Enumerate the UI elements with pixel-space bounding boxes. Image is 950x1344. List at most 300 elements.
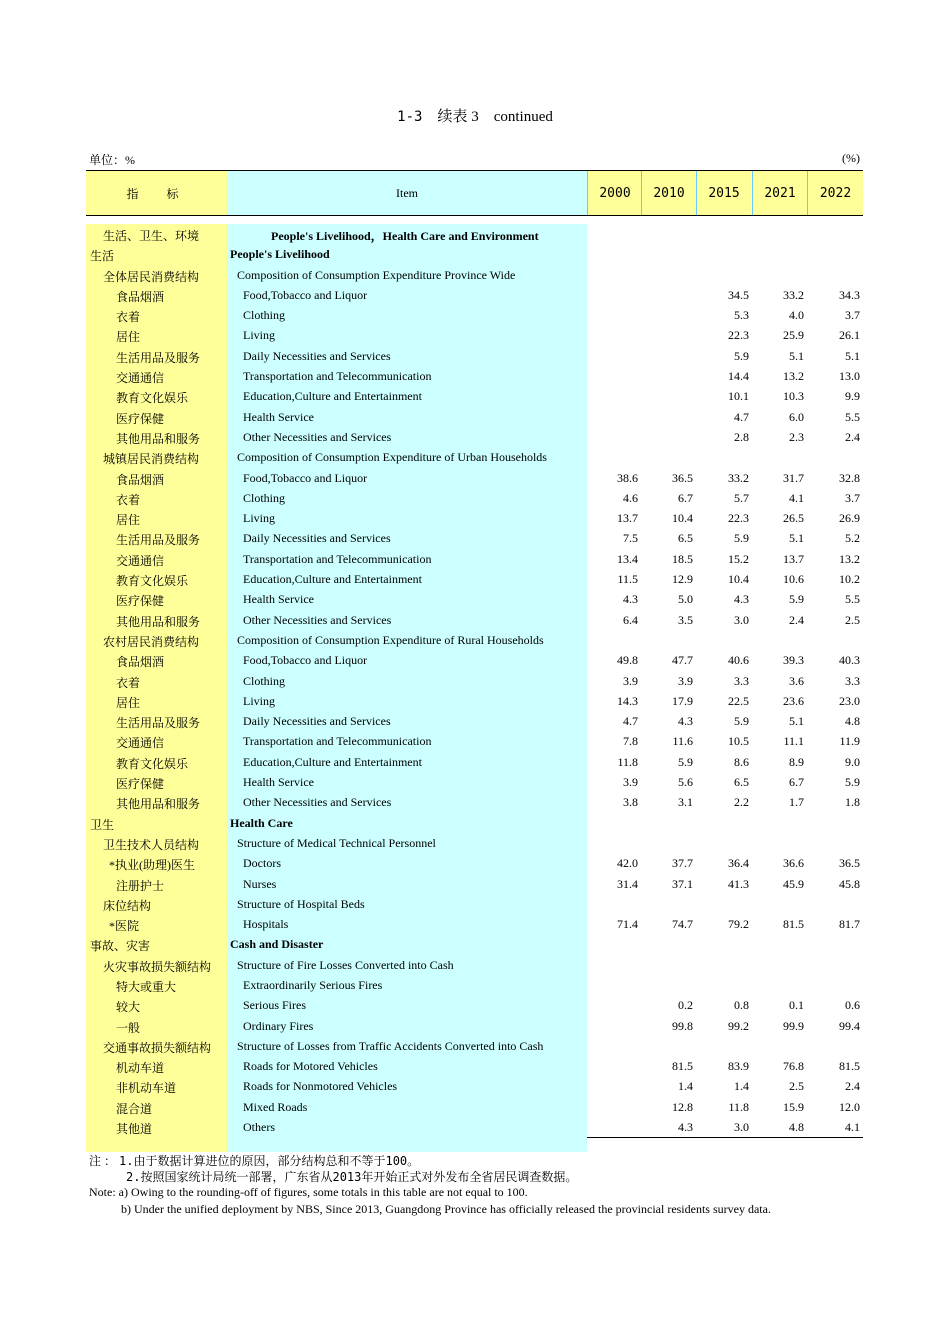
row-label-zh: 混合道 — [116, 1101, 153, 1116]
cell-2010: 6.7 — [678, 490, 693, 505]
row-label-zh: 衣着 — [116, 310, 141, 325]
row-label-en: Serious Fires — [243, 998, 306, 1013]
title-zh: 续表 3 — [437, 109, 479, 125]
row-label-zh: 医疗保健 — [116, 594, 165, 609]
row-label-en: Education,Culture and Entertainment — [243, 389, 422, 404]
cell-2010: 47.7 — [672, 653, 693, 668]
row-label-en: Education,Culture and Entertainment — [243, 754, 422, 769]
row-label-zh: 其他用品和服务 — [116, 797, 201, 812]
cell-2021: 11.1 — [783, 734, 804, 749]
cell-2021: 26.5 — [783, 511, 804, 526]
header-indicator-zh: 指 标 — [86, 171, 227, 215]
note-zh-1-text: 由于数据计算进位的原因，部分结构总和不等于 — [133, 1154, 386, 1168]
row-label-zh: 其他用品和服务 — [116, 614, 201, 629]
cell-2022: 5.9 — [845, 775, 860, 790]
cell-2000: 7.5 — [623, 531, 638, 546]
cell-2015: 5.9 — [734, 531, 749, 546]
row-label-zh: 火灾事故损失额结构 — [103, 959, 212, 974]
row-label-en: Doctors — [243, 856, 281, 871]
unit-label-zh: 单位：% — [89, 153, 135, 167]
unit-label-en: (%) — [842, 151, 860, 165]
row-label-zh: 生活用品及服务 — [116, 716, 201, 731]
header-year-2015: 2015 — [696, 171, 751, 215]
cell-2022: 1.8 — [845, 795, 860, 810]
table-row — [86, 386, 863, 406]
cell-2021: 99.9 — [783, 1018, 804, 1033]
row-label-zh: 其他道 — [116, 1122, 153, 1137]
cell-2010: 18.5 — [672, 551, 693, 566]
cell-2010: 11.6 — [672, 734, 693, 749]
row-label-zh: 全体居民消费结构 — [103, 269, 200, 284]
table-row — [86, 752, 863, 772]
row-label-zh: 居住 — [116, 330, 141, 345]
note-zh-2-year: 2013 — [332, 1170, 362, 1184]
cell-2010: 99.8 — [672, 1018, 693, 1033]
row-label-zh: 生活 — [90, 249, 115, 264]
cell-2015: 2.2 — [734, 795, 749, 810]
cell-2010: 12.8 — [672, 1099, 693, 1114]
row-label-zh: 生活用品及服务 — [116, 350, 201, 365]
cell-2000: 3.9 — [623, 673, 638, 688]
cell-2022: 5.5 — [845, 592, 860, 607]
cell-2015: 22.5 — [728, 693, 749, 708]
table-row — [86, 772, 863, 792]
row-label-zh: 其他用品和服务 — [116, 431, 201, 446]
row-label-zh: 注册护士 — [116, 878, 165, 893]
cell-2022: 32.8 — [839, 470, 860, 485]
cell-2000: 13.7 — [617, 511, 638, 526]
cell-2021: 36.6 — [783, 856, 804, 871]
cell-2015: 10.5 — [728, 734, 749, 749]
cell-2015: 10.1 — [728, 389, 749, 404]
row-label-en: Roads for Motored Vehicles — [243, 1059, 378, 1074]
cell-2022: 2.4 — [845, 1079, 860, 1094]
cell-2000: 38.6 — [617, 470, 638, 485]
table-row — [86, 1076, 863, 1096]
cell-2015: 14.4 — [728, 369, 749, 384]
table-row — [86, 285, 863, 305]
cell-2010: 37.1 — [672, 876, 693, 891]
row-label-en: Roads for Nonmotored Vehicles — [243, 1079, 398, 1094]
cell-2022: 26.1 — [839, 328, 860, 343]
cell-2022: 3.7 — [845, 308, 860, 323]
note-zh-1 — [89, 1152, 419, 1169]
cell-2021: 5.1 — [789, 714, 804, 729]
table-row — [86, 305, 863, 325]
row-label-zh: 非机动车道 — [116, 1081, 177, 1096]
cell-2000: 4.3 — [623, 592, 638, 607]
cell-2021: 25.9 — [783, 328, 804, 343]
cell-2015: 40.6 — [728, 653, 749, 668]
cell-2021: 6.0 — [789, 409, 804, 424]
cell-2021: 10.6 — [783, 572, 804, 587]
cell-2010: 3.5 — [678, 612, 693, 627]
cell-2015: 8.6 — [734, 754, 749, 769]
row-label-en: Extraordinarily Serious Fires — [243, 977, 383, 992]
row-label-en: Structure of Losses from Traffic Accidents Converted into Cash — [237, 1038, 544, 1053]
cell-2022: 13.0 — [839, 369, 860, 384]
row-label-en: Daily Necessities and Services — [243, 714, 391, 729]
cell-2010: 4.3 — [678, 1120, 693, 1135]
row-label-en: Hospitals — [243, 917, 289, 932]
table-row — [86, 610, 863, 630]
cell-2022: 4.1 — [845, 1120, 860, 1135]
cell-2015: 99.2 — [728, 1018, 749, 1033]
table-row — [86, 366, 863, 386]
row-label-zh: 教育文化娱乐 — [116, 391, 189, 406]
table-row — [86, 833, 863, 853]
cell-2021: 6.7 — [789, 775, 804, 790]
cell-2022: 12.0 — [839, 1099, 860, 1114]
cell-2021: 2.5 — [789, 1079, 804, 1094]
table-row — [86, 427, 863, 447]
row-label-zh: 教育文化娱乐 — [116, 756, 189, 771]
row-label-zh: 床位结构 — [103, 898, 152, 913]
cell-2010: 5.9 — [678, 754, 693, 769]
table-title — [0, 105, 950, 126]
cell-2010: 12.9 — [672, 572, 693, 587]
table-row — [86, 224, 863, 244]
table-row — [86, 874, 863, 894]
row-label-en: Education,Culture and Entertainment — [243, 572, 422, 587]
cell-2000: 42.0 — [617, 856, 638, 871]
row-label-zh: 一般 — [116, 1020, 141, 1035]
table-row — [86, 447, 863, 467]
header-year-2021: 2021 — [752, 171, 807, 215]
cell-2021: 31.7 — [783, 470, 804, 485]
cell-2010: 17.9 — [672, 693, 693, 708]
row-label-zh: 居住 — [116, 695, 141, 710]
cell-2022: 4.8 — [845, 714, 860, 729]
cell-2021: 8.9 — [789, 754, 804, 769]
cell-2021: 4.8 — [789, 1120, 804, 1135]
row-label-zh: 食品烟酒 — [116, 655, 165, 670]
cell-2021: 5.1 — [789, 531, 804, 546]
cell-2022: 3.3 — [845, 673, 860, 688]
table-row — [86, 589, 863, 609]
table-row — [86, 407, 863, 427]
cell-2022: 81.5 — [839, 1059, 860, 1074]
cell-2010: 1.4 — [678, 1079, 693, 1094]
row-label-zh: 居住 — [116, 513, 141, 528]
cell-2010: 5.0 — [678, 592, 693, 607]
cell-2010: 36.5 — [672, 470, 693, 485]
table-row — [86, 244, 863, 264]
cell-2022: 99.4 — [839, 1018, 860, 1033]
table-row — [86, 1117, 863, 1137]
cell-2021: 81.5 — [783, 917, 804, 932]
table-row — [86, 914, 863, 934]
row-label-zh: 医疗保健 — [116, 411, 165, 426]
cell-2015: 33.2 — [728, 470, 749, 485]
cell-2010: 3.9 — [678, 673, 693, 688]
table-row — [86, 569, 863, 589]
table-row — [86, 346, 863, 366]
cell-2022: 5.1 — [845, 348, 860, 363]
row-label-zh: 卫生 — [90, 817, 115, 832]
cell-2000: 7.8 — [623, 734, 638, 749]
row-label-zh: 食品烟酒 — [116, 289, 165, 304]
cell-2015: 5.9 — [734, 348, 749, 363]
cell-2021: 15.9 — [783, 1099, 804, 1114]
cell-2022: 13.2 — [839, 551, 860, 566]
cell-2022: 3.7 — [845, 490, 860, 505]
table-row — [86, 853, 863, 873]
cell-2015: 6.5 — [734, 775, 749, 790]
note-en-b: b) Under the unified deployment by NBS, Since 2013, Guangdong Province has officially released the provincial residents survey data. — [121, 1202, 771, 1216]
header-year-2000: 2000 — [587, 171, 642, 215]
cell-2015: 5.7 — [734, 490, 749, 505]
cell-2010: 0.2 — [678, 998, 693, 1013]
row-label-en: Mixed Roads — [243, 1099, 308, 1114]
cell-2022: 5.5 — [845, 409, 860, 424]
row-label-en: People's Livelihood — [230, 247, 330, 262]
cell-2015: 1.4 — [734, 1079, 749, 1094]
row-label-zh: 衣着 — [116, 492, 141, 507]
table-row — [86, 508, 863, 528]
cell-2010: 3.1 — [678, 795, 693, 810]
cell-2021: 5.9 — [789, 592, 804, 607]
cell-2021: 10.3 — [783, 389, 804, 404]
cell-2021: 1.7 — [789, 795, 804, 810]
row-label-en: Clothing — [243, 490, 286, 505]
row-label-zh: 食品烟酒 — [116, 472, 165, 487]
cell-2015: 5.9 — [734, 714, 749, 729]
table-row — [86, 1097, 863, 1117]
cell-2015: 10.4 — [728, 572, 749, 587]
row-label-zh: 生活、卫生、环境 — [103, 229, 200, 243]
cell-2022: 23.0 — [839, 693, 860, 708]
row-label-en: Health Service — [243, 409, 314, 424]
note-zh-2-number: 2. — [126, 1170, 141, 1184]
cell-2021: 4.0 — [789, 308, 804, 323]
table-header — [86, 170, 863, 216]
cell-2021: 2.3 — [789, 429, 804, 444]
cell-2021: 13.7 — [783, 551, 804, 566]
cell-2021: 3.6 — [789, 673, 804, 688]
table-row — [86, 650, 863, 670]
row-label-en: Other Necessities and Services — [243, 612, 392, 627]
note-zh-1-value: 100 — [385, 1154, 408, 1168]
header-year-2010: 2010 — [641, 171, 696, 215]
cell-2022: 36.5 — [839, 856, 860, 871]
cell-2000: 4.6 — [623, 490, 638, 505]
cell-2000: 11.8 — [617, 754, 638, 769]
row-label-en: Composition of Consumption Expenditure Province Wide — [237, 267, 516, 282]
cell-2021: 13.2 — [783, 369, 804, 384]
cell-2022: 26.9 — [839, 511, 860, 526]
note-zh-2-text-a: 按照国家统计局统一部署，广东省从 — [140, 1170, 333, 1184]
row-label-zh: 医疗保健 — [116, 777, 165, 792]
cell-2015: 5.3 — [734, 308, 749, 323]
cell-2010: 81.5 — [672, 1059, 693, 1074]
row-label-zh: 衣着 — [116, 675, 141, 690]
table-row — [86, 488, 863, 508]
table-row — [86, 995, 863, 1015]
note-zh-1-number: 1. — [119, 1154, 134, 1168]
row-label-en: Nurses — [243, 876, 277, 891]
row-label-en: Daily Necessities and Services — [243, 348, 391, 363]
row-label-zh: 卫生技术人员结构 — [103, 837, 200, 852]
row-label-zh: 教育文化娱乐 — [116, 574, 189, 589]
header-item-en: Item — [227, 171, 587, 215]
row-label-en: Structure of Hospital Beds — [237, 896, 365, 911]
cell-2022: 2.5 — [845, 612, 860, 627]
row-label-en: People's Livelihood，Health Care and Environment — [271, 229, 539, 243]
table-row — [86, 691, 863, 711]
row-label-zh: 较大 — [116, 1000, 141, 1015]
table-row — [86, 265, 863, 285]
table-row — [86, 468, 863, 488]
table-row — [86, 549, 863, 569]
cell-2015: 79.2 — [728, 917, 749, 932]
cell-2015: 15.2 — [728, 551, 749, 566]
cell-2000: 4.7 — [623, 714, 638, 729]
cell-2010: 5.6 — [678, 775, 693, 790]
cell-2022: 5.2 — [845, 531, 860, 546]
row-label-en: Health Care — [230, 815, 293, 830]
row-label-zh: 生活用品及服务 — [116, 533, 201, 548]
table-row — [86, 528, 863, 548]
cell-2021: 0.1 — [789, 998, 804, 1013]
cell-2000: 71.4 — [617, 917, 638, 932]
row-label-en: Clothing — [243, 673, 286, 688]
cell-2000: 13.4 — [617, 551, 638, 566]
row-label-zh: 机动车道 — [116, 1061, 165, 1076]
row-label-en: Other Necessities and Services — [243, 429, 392, 444]
row-label-en: Transportation and Telecommunication — [243, 369, 432, 384]
cell-2022: 10.2 — [839, 572, 860, 587]
cell-2015: 34.5 — [728, 287, 749, 302]
cell-2022: 11.9 — [839, 734, 860, 749]
row-label-zh: *医院 — [109, 919, 140, 934]
cell-2015: 22.3 — [728, 511, 749, 526]
cell-2021: 76.8 — [783, 1059, 804, 1074]
cell-2022: 9.9 — [845, 389, 860, 404]
row-label-en: Cash and Disaster — [230, 937, 324, 952]
cell-2021: 39.3 — [783, 653, 804, 668]
row-label-en: Food,Tobacco and Liquor — [243, 470, 368, 485]
table-row — [86, 894, 863, 914]
row-label-zh: 城镇居民消费结构 — [103, 452, 200, 467]
cell-2015: 3.0 — [734, 1120, 749, 1135]
cell-2000: 49.8 — [617, 653, 638, 668]
row-label-en: Food,Tobacco and Liquor — [243, 653, 368, 668]
cell-2021: 5.1 — [789, 348, 804, 363]
cell-2015: 11.8 — [728, 1099, 749, 1114]
cell-2022: 34.3 — [839, 287, 860, 302]
table-row — [86, 731, 863, 751]
row-label-en: Clothing — [243, 308, 286, 323]
header-year-2022: 2022 — [807, 171, 863, 215]
title-en: continued — [493, 109, 553, 125]
cell-2015: 3.3 — [734, 673, 749, 688]
cell-2000: 3.8 — [623, 795, 638, 810]
cell-2015: 4.7 — [734, 409, 749, 424]
table-row — [86, 955, 863, 975]
table-row — [86, 813, 863, 833]
row-label-en: Structure of Medical Technical Personnel — [237, 835, 436, 850]
row-label-en: Food,Tobacco and Liquor — [243, 287, 368, 302]
cell-2022: 9.0 — [845, 754, 860, 769]
row-label-en: Living — [243, 511, 275, 526]
cell-2021: 33.2 — [783, 287, 804, 302]
cell-2022: 2.4 — [845, 429, 860, 444]
table-row — [86, 630, 863, 650]
cell-2000: 11.5 — [617, 572, 638, 587]
cell-2022: 40.3 — [839, 653, 860, 668]
row-label-en: Health Service — [243, 592, 314, 607]
cell-2010: 10.4 — [672, 511, 693, 526]
cell-2000: 31.4 — [617, 876, 638, 891]
row-label-zh: 交通通信 — [116, 553, 165, 568]
table-row — [86, 792, 863, 812]
table-row — [86, 711, 863, 731]
row-label-en: Daily Necessities and Services — [243, 531, 391, 546]
cell-2015: 36.4 — [728, 856, 749, 871]
table-body — [86, 224, 863, 1137]
table-row — [86, 325, 863, 345]
note-zh-2 — [126, 1168, 577, 1185]
table-row — [86, 671, 863, 691]
row-label-zh: 交通事故损失额结构 — [103, 1040, 212, 1055]
row-label-en: Composition of Consumption Expenditure of Rural Households — [237, 632, 544, 647]
row-label-zh: 交通通信 — [116, 371, 165, 386]
cell-2021: 23.6 — [783, 693, 804, 708]
cell-2015: 22.3 — [728, 328, 749, 343]
cell-2021: 45.9 — [783, 876, 804, 891]
data-table — [86, 170, 863, 1138]
row-label-zh: 特大或重大 — [116, 979, 177, 994]
row-label-en: Living — [243, 693, 275, 708]
cell-2010: 74.7 — [672, 917, 693, 932]
title-number: 1-3 — [397, 109, 423, 125]
cell-2015: 2.8 — [734, 429, 749, 444]
row-label-zh: *执业(助理)医生 — [109, 858, 195, 873]
cell-2010: 6.5 — [678, 531, 693, 546]
cell-2000: 6.4 — [623, 612, 638, 627]
table-row — [86, 1036, 863, 1056]
cell-2015: 83.9 — [728, 1059, 749, 1074]
cell-2015: 3.0 — [734, 612, 749, 627]
row-label-en: Composition of Consumption Expenditure of Urban Households — [237, 450, 547, 465]
cell-2022: 0.6 — [845, 998, 860, 1013]
cell-2021: 4.1 — [789, 490, 804, 505]
cell-2021: 2.4 — [789, 612, 804, 627]
note-en-a: Note: a) Owing to the rounding-off of figures, some totals in this table are not equal to 100. — [89, 1185, 528, 1199]
table-row — [86, 1056, 863, 1076]
cell-2022: 45.8 — [839, 876, 860, 891]
cell-2010: 37.7 — [672, 856, 693, 871]
row-label-en: Others — [243, 1120, 275, 1135]
table-row — [86, 934, 863, 954]
cell-2015: 41.3 — [728, 876, 749, 891]
cell-2010: 4.3 — [678, 714, 693, 729]
row-label-en: Other Necessities and Services — [243, 795, 392, 810]
row-label-en: Living — [243, 328, 275, 343]
note-zh-1-end: 。 — [407, 1154, 420, 1168]
row-label-en: Transportation and Telecommunication — [243, 734, 432, 749]
row-label-zh: 事故、灾害 — [90, 939, 151, 954]
cell-2015: 4.3 — [734, 592, 749, 607]
cell-2015: 0.8 — [734, 998, 749, 1013]
row-label-zh: 交通通信 — [116, 736, 165, 751]
table-row — [86, 975, 863, 995]
row-label-en: Transportation and Telecommunication — [243, 551, 432, 566]
table-row — [86, 1016, 863, 1036]
cell-2022: 81.7 — [839, 917, 860, 932]
cell-2000: 14.3 — [617, 693, 638, 708]
